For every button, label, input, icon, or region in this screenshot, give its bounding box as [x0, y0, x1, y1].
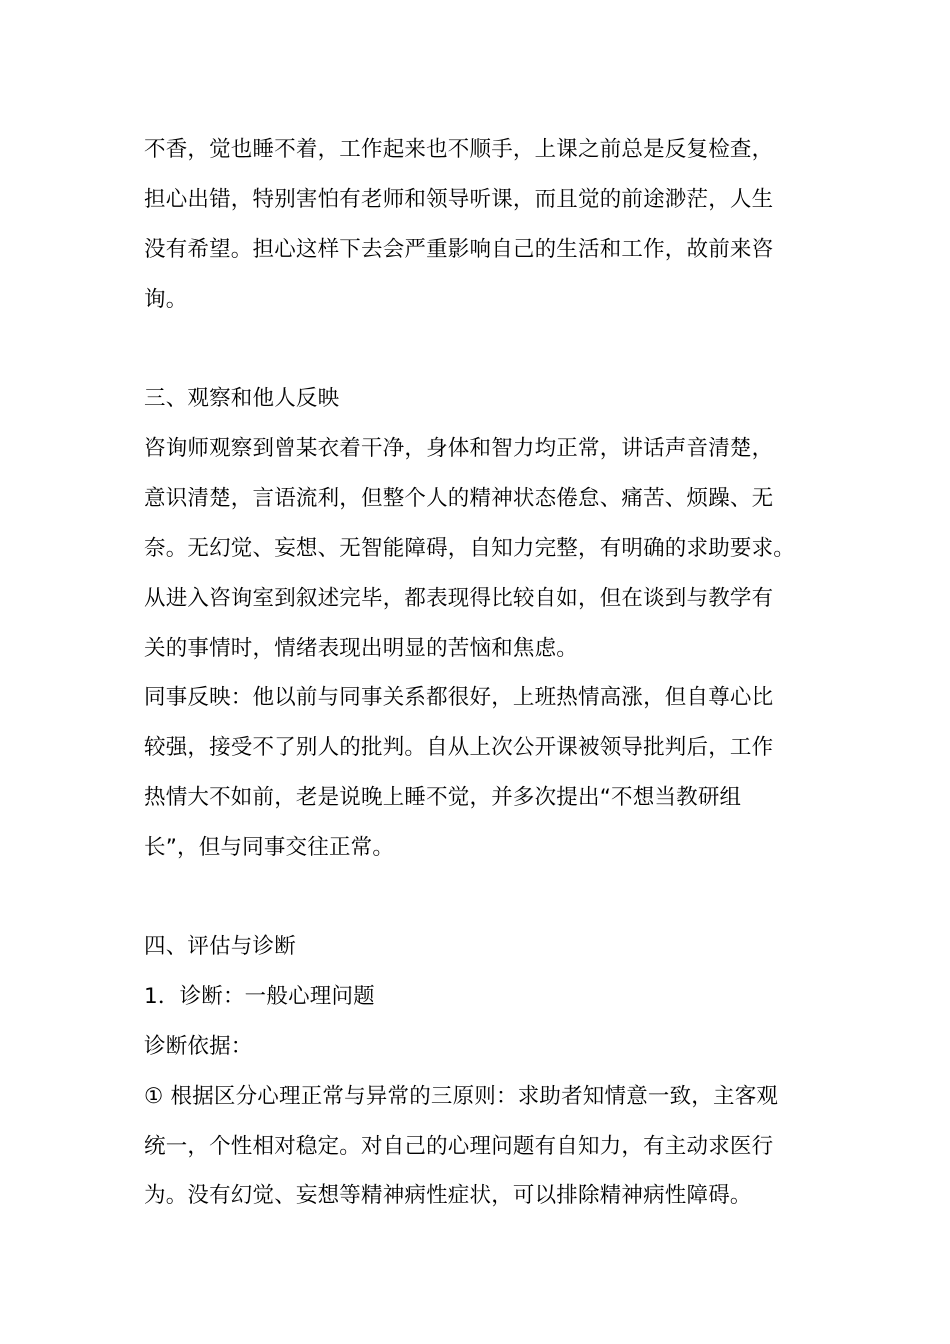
paragraph-line: ① 根据区分心理正常与异常的三原则：求助者知情意一致，主客观 [144, 1084, 779, 1109]
paragraph-line: 诊断依据： [144, 1034, 253, 1059]
paragraph-line: 意识清楚，言语流利，但整个人的精神状态倦怠、痛苦、烦躁、无 [144, 486, 774, 511]
paragraph-line: 不香，觉也睡不着，工作起来也不顺手，上课之前总是反复检查， [144, 137, 774, 162]
paragraph-line: 从进入咨询室到叙述完毕，都表现得比较自如，但在谈到与教学有 [144, 586, 774, 611]
section-heading: 四、评估与诊断 [144, 934, 296, 959]
paragraph-line: 同事反映：他以前与同事关系都很好，上班热情高涨，但自尊心比 [144, 685, 774, 710]
paragraph-line: 奈。无幻觉、妄想、无智能障碍，自知力完整，有明确的求助要求。 [144, 536, 796, 561]
paragraph-line: 担心出错，特别害怕有老师和领导听课，而且觉的前途渺茫，人生 [144, 187, 774, 212]
subsection-heading: 1．诊断：一般心理问题 [144, 984, 375, 1009]
paragraph-line: 长”，但与同事交往正常。 [144, 835, 395, 860]
paragraph-line: 较强，接受不了别人的批判。自从上次公开课被领导批判后，工作 [144, 735, 774, 760]
paragraph-line: 咨询师观察到曾某衣着干净，身体和智力均正常，讲话声音清楚， [144, 436, 774, 461]
paragraph-line: 统一，个性相对稳定。对自己的心理问题有自知力，有主动求医行 [144, 1134, 774, 1159]
paragraph-line: 没有希望。担心这样下去会严重影响自己的生活和工作，故前来咨 [144, 237, 774, 262]
paragraph-line: 关的事情时，情绪表现出明显的苦恼和焦虑。 [144, 636, 579, 661]
paragraph-line: 热情大不如前，老是说晚上睡不觉，并多次提出“不想当教研组 [144, 785, 742, 810]
section-heading: 三、观察和他人反映 [144, 386, 340, 411]
paragraph-line: 询。 [144, 287, 188, 312]
paragraph-line: 为。没有幻觉、妄想等精神病性症状，可以排除精神病性障碍。 [144, 1183, 752, 1208]
